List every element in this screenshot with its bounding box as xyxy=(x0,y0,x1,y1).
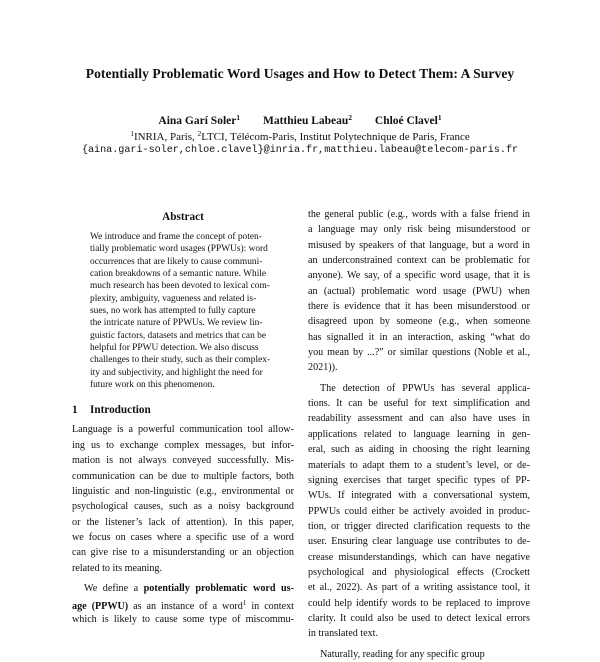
paper-title: Potentially Problematic Word Usages and How to Detect Them: A Survey xyxy=(85,66,515,81)
affil-1: INRIA, Paris, xyxy=(133,131,198,143)
right-paragraph-1 xyxy=(308,207,530,376)
text-line: applications related to language learning in gen- xyxy=(308,428,530,440)
text-line: there is evidence that it has been misunderstood or xyxy=(308,301,530,313)
abstract-line: challenges to their study, such as their complex- xyxy=(90,355,271,366)
text-line: an underconstrained context can be problematic for xyxy=(308,255,530,267)
section-title: Introduction xyxy=(90,404,151,417)
text-run: We define a xyxy=(84,582,144,594)
abstract-line: future work on this phenomenon. xyxy=(90,380,215,391)
text-line: signing exercises that target specific types of PP- xyxy=(308,474,530,486)
affil-mark-1: 1 xyxy=(130,129,134,138)
text-line: tions. It can be useful for text simplification and xyxy=(308,398,530,410)
text-line: which is likely to cause some type of miscommu- xyxy=(72,613,294,625)
text-line: has signalled it in an interaction, asking “what do xyxy=(308,331,530,343)
term-definition: potentially problematic word us- xyxy=(143,582,294,594)
text-line: or the listener’s lack of attention). In this paper, xyxy=(72,516,294,528)
author-affil-mark: 1 xyxy=(437,113,442,122)
text-line: clarity. It could also be used to detect lexical errors xyxy=(308,612,530,624)
text-run: as an instance of a word xyxy=(128,601,243,612)
author-1 xyxy=(158,115,240,127)
abstract-line: helpful for PPWU detection. We also discuss xyxy=(90,343,259,354)
abstract-line: guistic factors, datasets and metrics that can be xyxy=(90,330,266,341)
text-line: 2021)). xyxy=(308,362,338,374)
abstract-line: ity and subjectivity, and highlight the need for xyxy=(90,367,263,378)
abstract-body xyxy=(72,231,294,391)
author-affil-mark: 1 xyxy=(236,113,241,122)
text-line xyxy=(72,581,294,596)
abstract-line: We introduce and frame the concept of poten- xyxy=(90,232,262,242)
author-emails: {aina.gari-soler,chloe.clavel}@inria.fr,matthieu.labeau@telecom-paris.fr xyxy=(81,145,519,156)
text-line: we focus on cases where a specific use of a word xyxy=(72,531,294,543)
text-line: can give rise to a misunderstanding or an objection xyxy=(72,547,294,559)
text-line: a language may only risk being misunderstood or xyxy=(308,224,530,236)
text-line: psychological causes, such as a noisy background xyxy=(72,501,294,513)
affil-2: LTCI, Télécom-Paris, Institut Polytechnique de Paris, France xyxy=(201,131,470,143)
abstract-line: much research has been devoted to lexical com- xyxy=(90,281,270,292)
author-name: Aina Garí Soler xyxy=(158,115,237,127)
text-line: The detection of PPWUs has several applica- xyxy=(320,382,530,394)
author-list xyxy=(0,113,600,127)
text-line: disagreed upon by someone (e.g., when someone xyxy=(308,316,530,328)
text-line: tion, or trigger directed clarification requests to the xyxy=(308,520,530,532)
text-line: WUs. If integrated with a conversational system, xyxy=(308,490,530,502)
text-line: psychological and physiological effects (Crockett xyxy=(308,566,530,578)
text-line: user. Ensuring clear language use contributes to de- xyxy=(308,536,530,548)
text-line: the general public (e.g., words with a false friend in xyxy=(308,209,530,220)
text-line: Language is a powerful communication tool allow- xyxy=(72,424,294,436)
text-line: misused by speakers of that language, but a word in xyxy=(308,239,530,251)
text-line: crease misunderstandings, which can have negative xyxy=(308,551,530,563)
abstract-line: occurrences that are likely to cause communi- xyxy=(90,256,263,267)
section-heading-introduction xyxy=(72,400,294,422)
author-name: Chloé Clavel xyxy=(374,115,438,127)
affiliations xyxy=(0,129,600,143)
affil-mark-2: 2 xyxy=(197,129,202,138)
text-line: communication can be due to multiple factors, both xyxy=(72,470,294,482)
left-column xyxy=(72,207,294,627)
right-column xyxy=(308,207,530,662)
abstract-line: tially problematic word usages (PPWUs): word xyxy=(90,244,268,255)
intro-paragraph-2 xyxy=(72,581,294,627)
text-line: PPWUs could either be actively avoided in produc- xyxy=(308,505,530,517)
author-3 xyxy=(375,115,442,127)
term-definition: age (PPWU) xyxy=(72,601,129,612)
author-affil-mark: 2 xyxy=(348,113,353,122)
author-2 xyxy=(263,115,352,127)
text-line: ing us to exchange complex messages, but infor- xyxy=(72,439,294,451)
text-line: an (actual) problematic word usage (PWU) when xyxy=(308,285,530,297)
text-line: you mean by ...?” or similar questions (Noble et al., xyxy=(308,347,530,359)
abstract-heading: Abstract xyxy=(162,211,204,223)
text-run: in context xyxy=(246,601,294,612)
abstract-line: the intricate nature of PPWUs. We review lin- xyxy=(90,318,263,329)
text-line: related to its meaning. xyxy=(72,562,162,574)
text-line: anyone). We say, of a specific word usage, that it is xyxy=(308,270,530,282)
text-line: mation is not always conveyed successfully. Mis- xyxy=(72,455,294,467)
text-line: et al., 2022). As part of a writing assistance tool, it xyxy=(308,582,530,594)
footnote-mark[interactable]: 1 xyxy=(242,599,247,608)
text-line: readability assessment and can also have uses in xyxy=(308,413,530,425)
text-line: Naturally, reading for any specific group xyxy=(320,648,485,660)
section-number: 1 xyxy=(72,404,78,417)
right-paragraph-2 xyxy=(308,381,530,642)
text-line: eral, such as aiding in choosing the right learning xyxy=(308,444,530,456)
text-line: linguistic and non-linguistic (e.g., environmental or xyxy=(72,485,294,497)
text-line xyxy=(72,596,294,611)
intro-paragraph-1 xyxy=(72,422,294,575)
abstract-line: sues, no work has attempted to fully capture xyxy=(90,306,256,317)
author-name: Matthieu Labeau xyxy=(262,115,349,127)
abstract-line: cation breakdowns of a semantic nature. While xyxy=(90,269,267,280)
text-line: materials to adapt them to a student’s level, or de- xyxy=(308,459,530,471)
abstract-line: plexity, ambiguity, vagueness and related is- xyxy=(90,293,257,304)
text-line: could help identify words to be replaced to improve xyxy=(308,597,530,609)
text-line: in translated text. xyxy=(308,628,379,640)
